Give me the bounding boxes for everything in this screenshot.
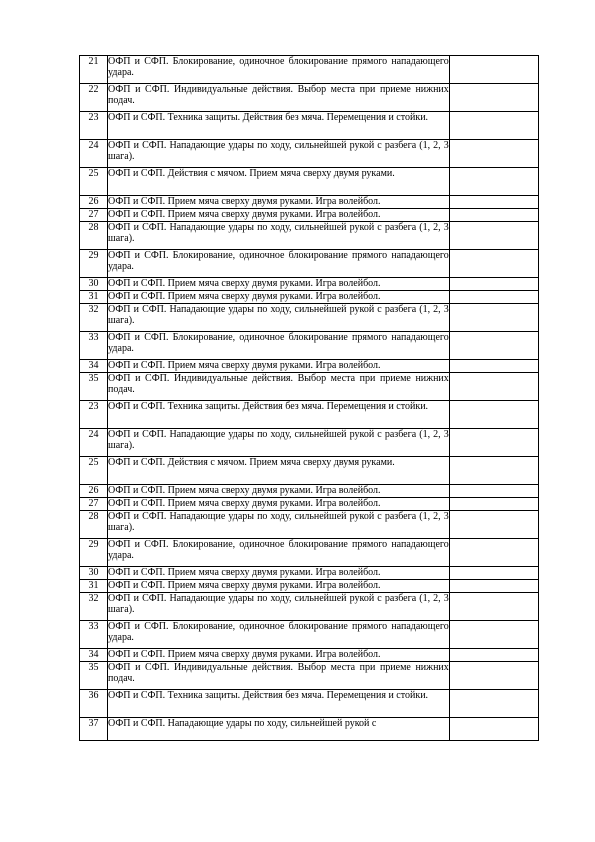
empty-notes-cell (449, 196, 538, 209)
empty-notes-cell (449, 332, 538, 360)
table-row (80, 360, 539, 373)
empty-notes-cell (449, 168, 538, 196)
table-row (80, 168, 539, 196)
lesson-topic-cell: ОФП и СФП. Нападающие удары по ходу, сильнейшей рукой с разбега (1, 2, 3 шага). (108, 140, 450, 168)
empty-notes-cell (449, 429, 538, 457)
lesson-number-cell: 29 (80, 539, 108, 567)
lesson-number-cell: 30 (80, 278, 108, 291)
lesson-number-cell: 30 (80, 567, 108, 580)
lesson-topic-cell: ОФП и СФП. Прием мяча сверху двумя руками. Игра волейбол. (108, 580, 450, 593)
lesson-number-cell: 24 (80, 140, 108, 168)
lesson-topic-cell: ОФП и СФП. Индивидуальные действия. Выбор места при приеме нижних подач. (108, 373, 450, 401)
lesson-topic-cell: ОФП и СФП. Блокирование, одиночное блокирование прямого нападающего удара. (108, 56, 450, 84)
lesson-number-cell: 35 (80, 662, 108, 690)
lesson-number-cell: 29 (80, 250, 108, 278)
lesson-topic-cell: ОФП и СФП. Прием мяча сверху двумя руками. Игра волейбол. (108, 209, 450, 222)
table-row (80, 373, 539, 401)
lesson-number-cell: 33 (80, 332, 108, 360)
empty-notes-cell (449, 621, 538, 649)
empty-notes-cell (449, 718, 538, 741)
lesson-topic-cell: ОФП и СФП. Нападающие удары по ходу, сильнейшей рукой с разбега (1, 2, 3 шага). (108, 222, 450, 250)
lesson-topic-cell: ОФП и СФП. Индивидуальные действия. Выбор места при приеме нижних подач. (108, 662, 450, 690)
table-row (80, 511, 539, 539)
table-row (80, 539, 539, 567)
lesson-number-cell: 28 (80, 222, 108, 250)
lesson-topic-cell: ОФП и СФП. Блокирование, одиночное блокирование прямого нападающего удара. (108, 332, 450, 360)
lesson-topic-cell: ОФП и СФП. Прием мяча сверху двумя руками. Игра волейбол. (108, 278, 450, 291)
lesson-topic-cell: ОФП и СФП. Прием мяча сверху двумя руками. Игра волейбол. (108, 196, 450, 209)
lesson-topic-cell: ОФП и СФП. Индивидуальные действия. Выбор места при приеме нижних подач. (108, 84, 450, 112)
lesson-number-cell: 34 (80, 360, 108, 373)
lesson-number-cell: 31 (80, 580, 108, 593)
empty-notes-cell (449, 690, 538, 718)
table-row (80, 84, 539, 112)
lesson-number-cell: 25 (80, 457, 108, 485)
empty-notes-cell (449, 593, 538, 621)
lesson-topic-cell: ОФП и СФП. Техника защиты. Действия без мяча. Перемещения и стойки. (108, 690, 450, 718)
lesson-number-cell: 34 (80, 649, 108, 662)
lesson-topic-cell: ОФП и СФП. Техника защиты. Действия без мяча. Перемещения и стойки. (108, 401, 450, 429)
table-row (80, 662, 539, 690)
lesson-plan-table (79, 55, 539, 741)
empty-notes-cell (449, 304, 538, 332)
lesson-number-cell: 24 (80, 429, 108, 457)
lesson-topic-cell: ОФП и СФП. Блокирование, одиночное блокирование прямого нападающего удара. (108, 539, 450, 567)
lesson-plan-sheet (79, 55, 539, 741)
table-row (80, 457, 539, 485)
lesson-number-cell: 25 (80, 168, 108, 196)
lesson-number-cell: 35 (80, 373, 108, 401)
lesson-topic-cell: ОФП и СФП. Нападающие удары по ходу, сильнейшей рукой с разбега (1, 2, 3 шага). (108, 429, 450, 457)
empty-notes-cell (449, 222, 538, 250)
lesson-number-cell: 33 (80, 621, 108, 649)
empty-notes-cell (449, 539, 538, 567)
lesson-number-cell: 31 (80, 291, 108, 304)
table-row (80, 580, 539, 593)
empty-notes-cell (449, 662, 538, 690)
table-row (80, 332, 539, 360)
empty-notes-cell (449, 511, 538, 539)
empty-notes-cell (449, 250, 538, 278)
lesson-number-cell: 26 (80, 485, 108, 498)
empty-notes-cell (449, 84, 538, 112)
table-row (80, 429, 539, 457)
lesson-topic-cell: ОФП и СФП. Техника защиты. Действия без мяча. Перемещения и стойки. (108, 112, 450, 140)
table-row (80, 401, 539, 429)
lesson-number-cell: 37 (80, 718, 108, 741)
table-row (80, 112, 539, 140)
table-row (80, 291, 539, 304)
lesson-topic-cell: ОФП и СФП. Прием мяча сверху двумя руками. Игра волейбол. (108, 291, 450, 304)
lesson-topic-cell: ОФП и СФП. Нападающие удары по ходу, сильнейшей рукой с (108, 718, 450, 741)
lesson-number-cell: 21 (80, 56, 108, 84)
lesson-number-cell: 32 (80, 593, 108, 621)
table-row (80, 690, 539, 718)
lesson-number-cell: 23 (80, 112, 108, 140)
lesson-topic-cell: ОФП и СФП. Нападающие удары по ходу, сильнейшей рукой с разбега (1, 2, 3 шага). (108, 593, 450, 621)
empty-notes-cell (449, 140, 538, 168)
lesson-number-cell: 22 (80, 84, 108, 112)
empty-notes-cell (449, 485, 538, 498)
table-row (80, 250, 539, 278)
table-row (80, 485, 539, 498)
lesson-plan-body (80, 56, 539, 741)
table-row (80, 498, 539, 511)
lesson-topic-cell: ОФП и СФП. Прием мяча сверху двумя руками. Игра волейбол. (108, 360, 450, 373)
lesson-topic-cell: ОФП и СФП. Действия с мячом. Прием мяча сверху двумя руками. (108, 168, 450, 196)
lesson-number-cell: 26 (80, 196, 108, 209)
lesson-topic-cell: ОФП и СФП. Прием мяча сверху двумя руками. Игра волейбол. (108, 498, 450, 511)
lesson-number-cell: 23 (80, 401, 108, 429)
empty-notes-cell (449, 567, 538, 580)
empty-notes-cell (449, 498, 538, 511)
table-row (80, 278, 539, 291)
lesson-topic-cell: ОФП и СФП. Нападающие удары по ходу, сильнейшей рукой с разбега (1, 2, 3 шага). (108, 511, 450, 539)
lesson-topic-cell: ОФП и СФП. Блокирование, одиночное блокирование прямого нападающего удара. (108, 250, 450, 278)
empty-notes-cell (449, 56, 538, 84)
lesson-topic-cell: ОФП и СФП. Блокирование, одиночное блокирование прямого нападающего удара. (108, 621, 450, 649)
empty-notes-cell (449, 209, 538, 222)
table-row (80, 718, 539, 741)
table-row (80, 56, 539, 84)
table-row (80, 222, 539, 250)
table-row (80, 209, 539, 222)
empty-notes-cell (449, 291, 538, 304)
lesson-topic-cell: ОФП и СФП. Действия с мячом. Прием мяча сверху двумя руками. (108, 457, 450, 485)
table-row (80, 649, 539, 662)
lesson-number-cell: 27 (80, 498, 108, 511)
empty-notes-cell (449, 457, 538, 485)
lesson-number-cell: 32 (80, 304, 108, 332)
empty-notes-cell (449, 649, 538, 662)
lesson-number-cell: 28 (80, 511, 108, 539)
lesson-topic-cell: ОФП и СФП. Нападающие удары по ходу, сильнейшей рукой с разбега (1, 2, 3 шага). (108, 304, 450, 332)
table-row (80, 196, 539, 209)
empty-notes-cell (449, 278, 538, 291)
lesson-topic-cell: ОФП и СФП. Прием мяча сверху двумя руками. Игра волейбол. (108, 485, 450, 498)
table-row (80, 140, 539, 168)
table-row (80, 621, 539, 649)
table-row (80, 593, 539, 621)
lesson-number-cell: 36 (80, 690, 108, 718)
empty-notes-cell (449, 112, 538, 140)
empty-notes-cell (449, 401, 538, 429)
empty-notes-cell (449, 373, 538, 401)
table-row (80, 304, 539, 332)
table-row (80, 567, 539, 580)
lesson-topic-cell: ОФП и СФП. Прием мяча сверху двумя руками. Игра волейбол. (108, 649, 450, 662)
lesson-number-cell: 27 (80, 209, 108, 222)
empty-notes-cell (449, 360, 538, 373)
lesson-topic-cell: ОФП и СФП. Прием мяча сверху двумя руками. Игра волейбол. (108, 567, 450, 580)
empty-notes-cell (449, 580, 538, 593)
